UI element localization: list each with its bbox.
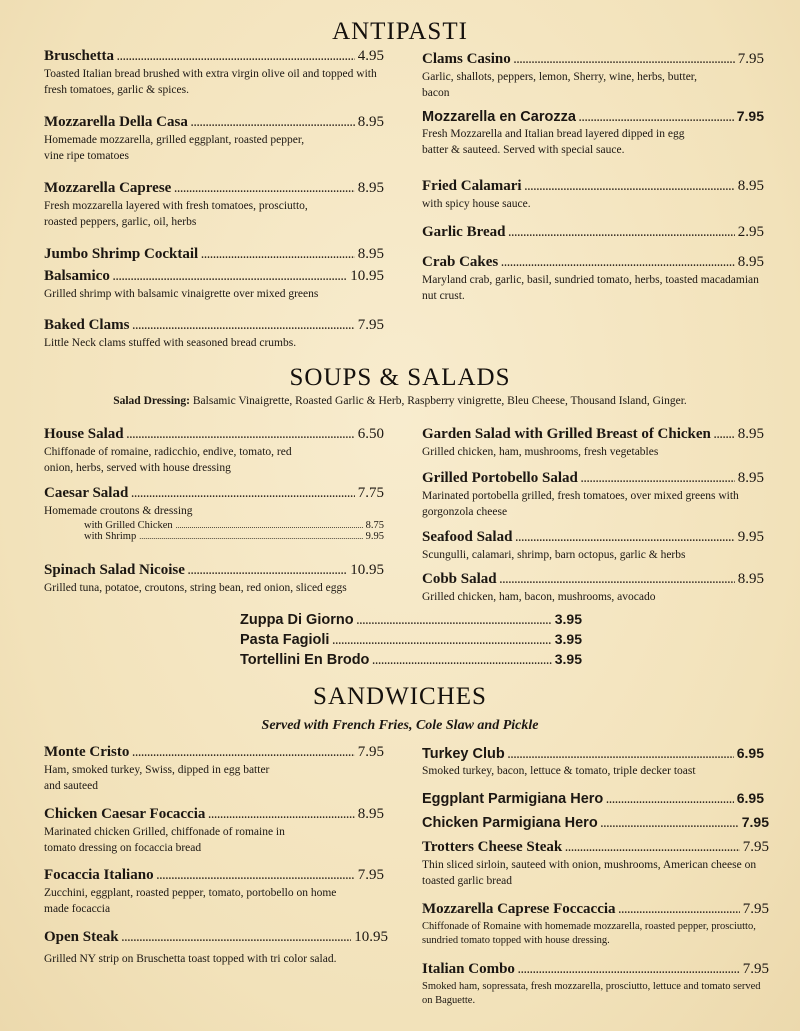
item-price: 7.95 <box>742 961 769 977</box>
item-name: Eggplant Parmigiana Hero <box>422 791 604 807</box>
menu-item-chicken-parmigiana-hero <box>422 814 769 831</box>
item-description: Scungulli, calamari, shrimp, barn octopus, garlic & herbs <box>422 549 686 561</box>
menu-item-mozzarella-caprese <box>44 180 384 230</box>
menu-item-focaccia-italiano <box>44 867 384 917</box>
caesar-option-chicken <box>44 520 384 531</box>
item-description: Grilled shrimp with balsamic vinaigrette over mixed greens <box>44 288 319 300</box>
option-name: with Grilled Chicken <box>84 519 173 531</box>
menu-item-grilled-portobello-salad <box>422 470 764 520</box>
item-price: 8.95 <box>737 571 764 587</box>
menu-item-house-salad <box>44 426 384 476</box>
item-price: 7.95 <box>357 744 384 760</box>
item-description: Grilled tuna, potatoe, croutons, string bean, red onion, sliced eggs <box>44 582 347 594</box>
item-price: 8.95 <box>737 254 764 270</box>
menu-item-italian-combo <box>422 961 769 1008</box>
item-name: Clams Casino <box>422 51 511 67</box>
salad-dressing-options: Balsamic Vinaigrette, Roasted Garlic & Herb, Raspberry vinigrette, Bleu Cheese, Thousand Island, Ginger. <box>190 395 687 407</box>
item-name: Fried Calamari <box>422 178 522 194</box>
item-description: Fresh mozzarella layered with fresh tomatoes, prosciutto, roasted peppers, garlic, oil, herbs <box>44 200 308 228</box>
menu-item-clams-casino <box>422 51 764 101</box>
item-name: Chicken Parmigiana Hero <box>422 815 598 831</box>
item-name: Jumbo Shrimp Cocktail <box>44 246 199 262</box>
menu-item-cobb-salad <box>422 571 764 606</box>
item-price: 4.95 <box>357 48 384 64</box>
menu-item-mozzarella-en-carozza <box>422 108 764 158</box>
menu-item-garden-salad <box>422 426 764 461</box>
menu-item-eggplant-parmigiana-hero <box>422 790 764 807</box>
caesar-option-shrimp <box>44 531 384 542</box>
item-name: Zuppa Di Giorno <box>240 612 354 628</box>
option-name: with Shrimp <box>84 530 137 542</box>
item-price: 7.95 <box>357 317 384 333</box>
item-description: Toasted Italian bread brushed with extra virgin olive oil and topped with fresh tomatoes, garlic & spices. <box>44 68 377 96</box>
item-name: Balsamico <box>44 268 110 284</box>
item-price: 8.95 <box>737 470 764 486</box>
item-description: Ham, smoked turkey, Swiss, dipped in egg batter and sauteed <box>44 764 270 792</box>
item-price: 8.95 <box>357 246 384 262</box>
item-name: Cobb Salad <box>422 571 497 587</box>
item-description: Smoked ham, sopressata, fresh mozzarella, prosciutto, lettuce and tomato served on Baguette. <box>422 981 761 1006</box>
item-price: 7.95 <box>736 108 764 124</box>
item-name: House Salad <box>44 426 124 442</box>
menu-item-spinach-salad-nicoise <box>44 562 384 597</box>
menu-item-open-steak <box>44 929 388 968</box>
item-name: Turkey Club <box>422 746 505 762</box>
item-price: 8.95 <box>737 178 764 194</box>
item-name: Caesar Salad <box>44 485 129 501</box>
item-description: Chiffonade of Romaine with homemade mozzarella, roasted pepper, prosciutto, sundried tomato topped with house dressing. <box>422 921 756 946</box>
salad-dressing-line <box>0 395 800 407</box>
menu-item-mozzarella-caprese-foccaccia <box>422 901 769 948</box>
item-description: Homemade croutons & dressing <box>44 505 193 517</box>
item-price: 10.95 <box>350 268 384 284</box>
item-name: Mozzarella en Carozza <box>422 109 576 125</box>
soups-salads-title: SOUPS & SALADS <box>289 364 511 391</box>
item-description: Chiffonade of romaine, radicchio, endive, tomato, red onion, herbs, served with house dressing <box>44 446 292 474</box>
item-name: Mozzarella Della Casa <box>44 114 188 130</box>
item-name: Baked Clams <box>44 317 130 333</box>
menu-item-trotters-cheese-steak <box>422 839 769 889</box>
item-name: Mozzarella Caprese <box>44 180 172 196</box>
salad-dressing-label: Salad Dressing: <box>113 395 190 407</box>
antipasti-title: ANTIPASTI <box>332 18 468 45</box>
item-price: 3.95 <box>554 651 582 667</box>
item-name: Tortellini En Brodo <box>240 652 370 668</box>
sandwiches-title: SANDWICHES <box>313 683 487 710</box>
item-name: Garden Salad with Grilled Breast of Chicken <box>422 426 711 442</box>
item-description: Fresh Mozzarella and Italian bread layered dipped in egg batter & sauteed. Served with special sauce. <box>422 128 685 156</box>
item-price: 7.75 <box>357 485 384 501</box>
item-name: Chicken Caesar Focaccia <box>44 806 206 822</box>
item-description: Homemade mozzarella, grilled eggplant, roasted pepper, vine ripe tomatoes <box>44 134 305 162</box>
option-price: 9.95 <box>365 530 384 542</box>
item-description: Grilled chicken, ham, mushrooms, fresh vegetables <box>422 446 659 458</box>
menu-item-jumbo-shrimp-cocktail <box>44 246 384 263</box>
item-name: Grilled Portobello Salad <box>422 470 578 486</box>
menu-item-garlic-bread <box>422 224 764 241</box>
item-name: Focaccia Italiano <box>44 867 154 883</box>
menu-item-crab-cakes <box>422 254 764 304</box>
item-description: Marinated chicken Grilled, chiffonade of romaine in tomato dressing on focaccia bread <box>44 826 285 854</box>
item-name: Monte Cristo <box>44 744 130 760</box>
item-price: 2.95 <box>737 224 764 240</box>
menu-item-mozzarella-della-casa <box>44 114 384 164</box>
soup-zuppa-di-giorno <box>240 611 582 628</box>
item-name: Trotters Cheese Steak <box>422 839 563 855</box>
soup-tortellini-en-brodo <box>240 651 582 668</box>
item-price: 10.95 <box>354 929 388 945</box>
menu-item-bruschetta <box>44 48 384 98</box>
menu-item-turkey-club <box>422 745 764 780</box>
item-name: Seafood Salad <box>422 529 513 545</box>
item-price: 6.95 <box>736 745 764 761</box>
menu-item-seafood-salad <box>422 529 764 564</box>
item-name: Italian Combo <box>422 961 515 977</box>
item-price: 6.95 <box>736 790 764 806</box>
item-name: Spinach Salad Nicoise <box>44 562 185 578</box>
option-price: 8.75 <box>365 519 384 531</box>
item-description: Zucchini, eggplant, roasted pepper, tomato, portobello on home made focaccia <box>44 887 337 915</box>
item-price: 7.95 <box>741 814 769 830</box>
item-price: 8.95 <box>357 114 384 130</box>
item-price: 7.95 <box>742 901 769 917</box>
item-description: Grilled chicken, ham, bacon, mushrooms, avocado <box>422 591 656 603</box>
item-price: 8.95 <box>357 180 384 196</box>
item-price: 6.50 <box>357 426 384 442</box>
item-name: Crab Cakes <box>422 254 499 270</box>
item-price: 9.95 <box>737 529 764 545</box>
item-price: 3.95 <box>554 611 582 627</box>
item-price: 8.95 <box>737 426 764 442</box>
menu-item-fried-calamari <box>422 178 764 213</box>
item-description: Grilled NY strip on Bruschetta toast topped with tri color salad. <box>44 953 337 965</box>
menu-item-baked-clams <box>44 317 384 352</box>
item-description: Little Neck clams stuffed with seasoned bread crumbs. <box>44 337 297 349</box>
item-price: 7.95 <box>742 839 769 855</box>
item-description: Thin sliced sirloin, sauteed with onion, mushrooms, American cheese on toasted garlic bread <box>422 859 757 887</box>
menu-item-chicken-caesar-focaccia <box>44 806 384 856</box>
item-price: 7.95 <box>737 51 764 67</box>
item-price: 8.95 <box>357 806 384 822</box>
item-description: Marinated portobella grilled, fresh tomatoes, over mixed greens with gorgonzola cheese <box>422 490 739 518</box>
item-price: 10.95 <box>350 562 384 578</box>
item-name: Pasta Fagioli <box>240 632 330 648</box>
item-description: Garlic, shallots, peppers, lemon, Sherry, wine, herbs, butter, bacon <box>422 71 698 99</box>
menu-item-caesar-salad <box>44 485 384 542</box>
item-description: Maryland crab, garlic, basil, sundried tomato, herbs, toasted macadamian nut crust. <box>422 274 759 302</box>
item-name: Open Steak <box>44 929 119 945</box>
menu-item-monte-cristo <box>44 744 384 794</box>
item-name: Garlic Bread <box>422 224 506 240</box>
item-price: 7.95 <box>357 867 384 883</box>
item-price: 3.95 <box>554 631 582 647</box>
menu-item-balsamico <box>44 268 384 303</box>
item-description: with spicy house sauce. <box>422 198 531 210</box>
item-name: Mozzarella Caprese Foccaccia <box>422 901 616 917</box>
item-description: Smoked turkey, bacon, lettuce & tomato, triple decker toast <box>422 765 696 777</box>
soup-pasta-fagioli <box>240 631 582 648</box>
sandwiches-subtitle: Served with French Fries, Cole Slaw and Pickle <box>261 718 539 733</box>
item-name: Bruschetta <box>44 48 114 64</box>
